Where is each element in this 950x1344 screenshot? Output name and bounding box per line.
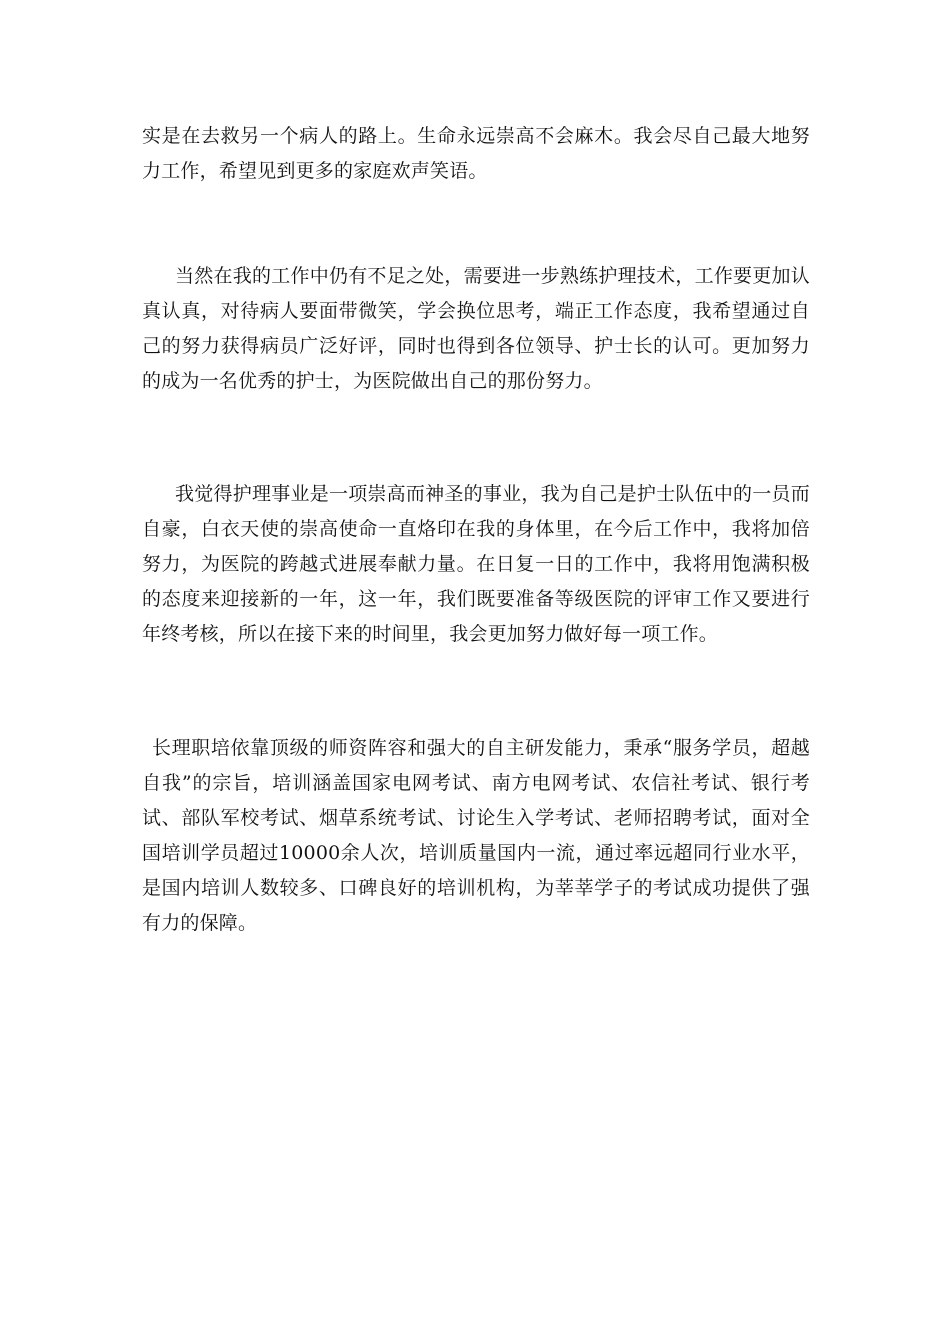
paragraph-1: 实是在去救另一个病人的路上。生命永远崇高不会麻木。我会尽自己最大地努力工作，希望见到更多的家庭欢声笑语。	[142, 125, 810, 182]
paragraph-3: 我觉得护理事业是一项崇高而神圣的事业，我为自己是护士队伍中的一员而自豪，白衣天使的崇高使命一直烙印在我的身体里，在今后工作中，我将加倍努力，为医院的跨越式进展奉献力量。在日复一日的工作中，我将用饱满积极的态度来迎接新的一年，这一年，我们既要准备等级医院的评审工作又要进行年终考核，所以在接下来的时间里，我会更加努力做好每一项工作。	[142, 483, 810, 645]
paragraph-4: 长理职培依靠顶级的师资阵容和强大的自主研发能力，秉承“服务学员，超越自我”的宗旨，培训涵盖国家电网考试、南方电网考试、农信社考试、银行考试、部队军校考试、烟草系统考试、讨论生入学考试、老师招聘考试，面对全国培训学员超过10000余人次，培训质量国内一流，通过率远超同行业水平，是国内培训人数较多、口碑良好的培训机构，为莘莘学子的考试成功提供了强有力的保障。	[142, 737, 810, 934]
paragraph-2: 当然在我的工作中仍有不足之处，需要进一步熟练护理技术，工作要更加认真认真，对待病人要面带微笑，学会换位思考，端正工作态度，我希望通过自己的努力获得病员广泛好评，同时也得到各位领导、护士长的认可。更加努力的成为一名优秀的护士，为医院做出自己的那份努力。	[142, 265, 810, 392]
